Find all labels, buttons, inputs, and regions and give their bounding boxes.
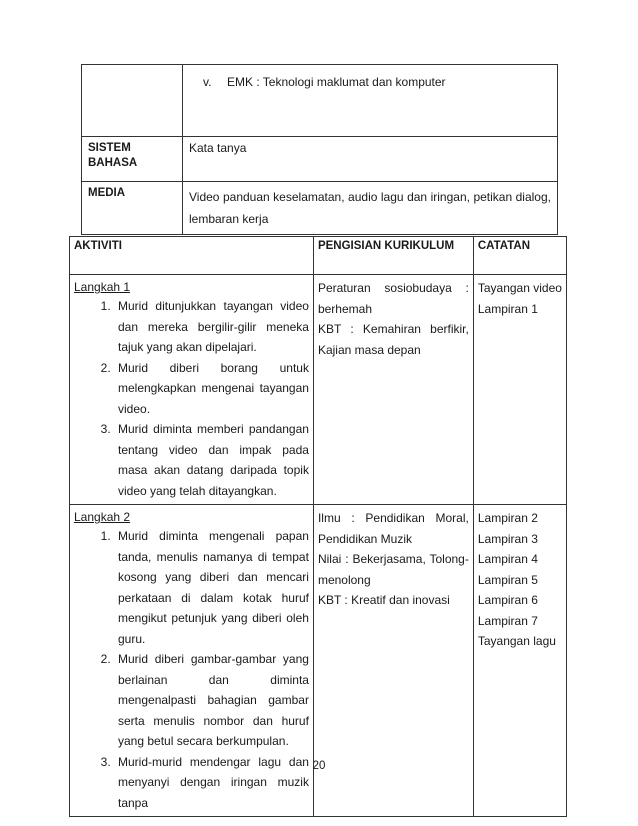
langkah2-activity-1: 1. Murid diminta mengenali papan tanda, menulis namanya di tempat kosong yang diberi dan mencari perkataan di dalam kotak huruf mengikut petunjuk yang diberi oleh guru. [114, 526, 309, 649]
emk-label-cell [82, 65, 183, 137]
media-label: MEDIA [82, 182, 183, 235]
header-pengisian-kurikulum: PENGISIAN KURIKULUM [313, 237, 473, 275]
langkah2-title: Langkah 2 [74, 510, 131, 524]
langkah1-activity-3: 3. Murid diminta memberi pandangan tentang video dan impak pada masa akan datang daripada topik video yang telah ditayangkan. [114, 419, 309, 501]
langkah2-kurikulum-3: KBT : Kreatif dan inovasi [317, 593, 450, 607]
langkah2-catatan-7: Tayangan lagu [477, 634, 556, 648]
langkah2-activity-2: 2. Murid diberi gambar-gambar yang berlainan dan diminta mengenalpasti bahagian gambar serta menulis nombor dan huruf yang betul secara berkumpulan. [114, 649, 309, 752]
langkah2-activity-3: 3. Murid-murid mendengar lagu dan menyanyi dengan iringan muzik tanpa [114, 752, 309, 814]
langkah1-activity-2: 2. Murid diberi borang untuk melengkapkan mengenai tayangan video. [114, 358, 309, 420]
langkah2-catatan-2: Lampiran 3 [477, 531, 538, 546]
langkah1-catatan-1: Tayangan video [477, 281, 562, 295]
header-aktiviti: AKTIVITI [70, 237, 314, 275]
langkah2-catatan-5: Lampiran 6 [477, 593, 538, 607]
langkah2-catatan-6: Lampiran 7 [477, 613, 538, 628]
langkah2-kurikulum-1: Ilmu : Pendidikan Moral, Pendidikan Muzik [317, 511, 469, 546]
emk-cell [183, 65, 558, 137]
page-number: 20 [312, 760, 326, 772]
top-info-table [81, 64, 558, 235]
sistem-bahasa-value: Kata tanya [183, 137, 558, 182]
langkah1-kurikulum-2: KBT : Kemahiran berfikir, Kajian masa depan [317, 322, 469, 357]
langkah1-catatan [473, 275, 566, 505]
emk-text: EMK : Teknologi maklumat dan komputer [227, 75, 446, 89]
activity-table [69, 236, 567, 817]
langkah1-title: Langkah 1 [74, 280, 131, 294]
langkah1-catatan-2: Lampiran 1 [477, 301, 538, 316]
langkah1-activity-1: 1. Murid ditunjukkan tayangan video dan mereka bergilir-gilir meneka tajuk yang akan dipelajari. [114, 296, 309, 358]
media-value: Video panduan keselamatan, audio lagu dan iringan, petikan dialog, lembaran kerja [183, 182, 558, 235]
langkah2-catatan-3: Lampiran 4 [477, 552, 538, 566]
langkah2-catatan-1: Lampiran 2 [477, 511, 538, 525]
emk-number: v. [203, 75, 212, 89]
langkah1-kurikulum [313, 275, 473, 505]
langkah2-catatan-4: Lampiran 5 [477, 572, 538, 587]
sistem-bahasa-label: SISTEM BAHASA [82, 137, 183, 182]
langkah2-kurikulum-2: Nilai : Bekerjasama, Tolong-menolong [317, 552, 469, 587]
langkah1-kurikulum-1: Peraturan sosiobudaya : berhemah [317, 281, 469, 316]
header-catatan: CATATAN [473, 237, 566, 275]
langkah1-aktiviti [70, 275, 314, 505]
